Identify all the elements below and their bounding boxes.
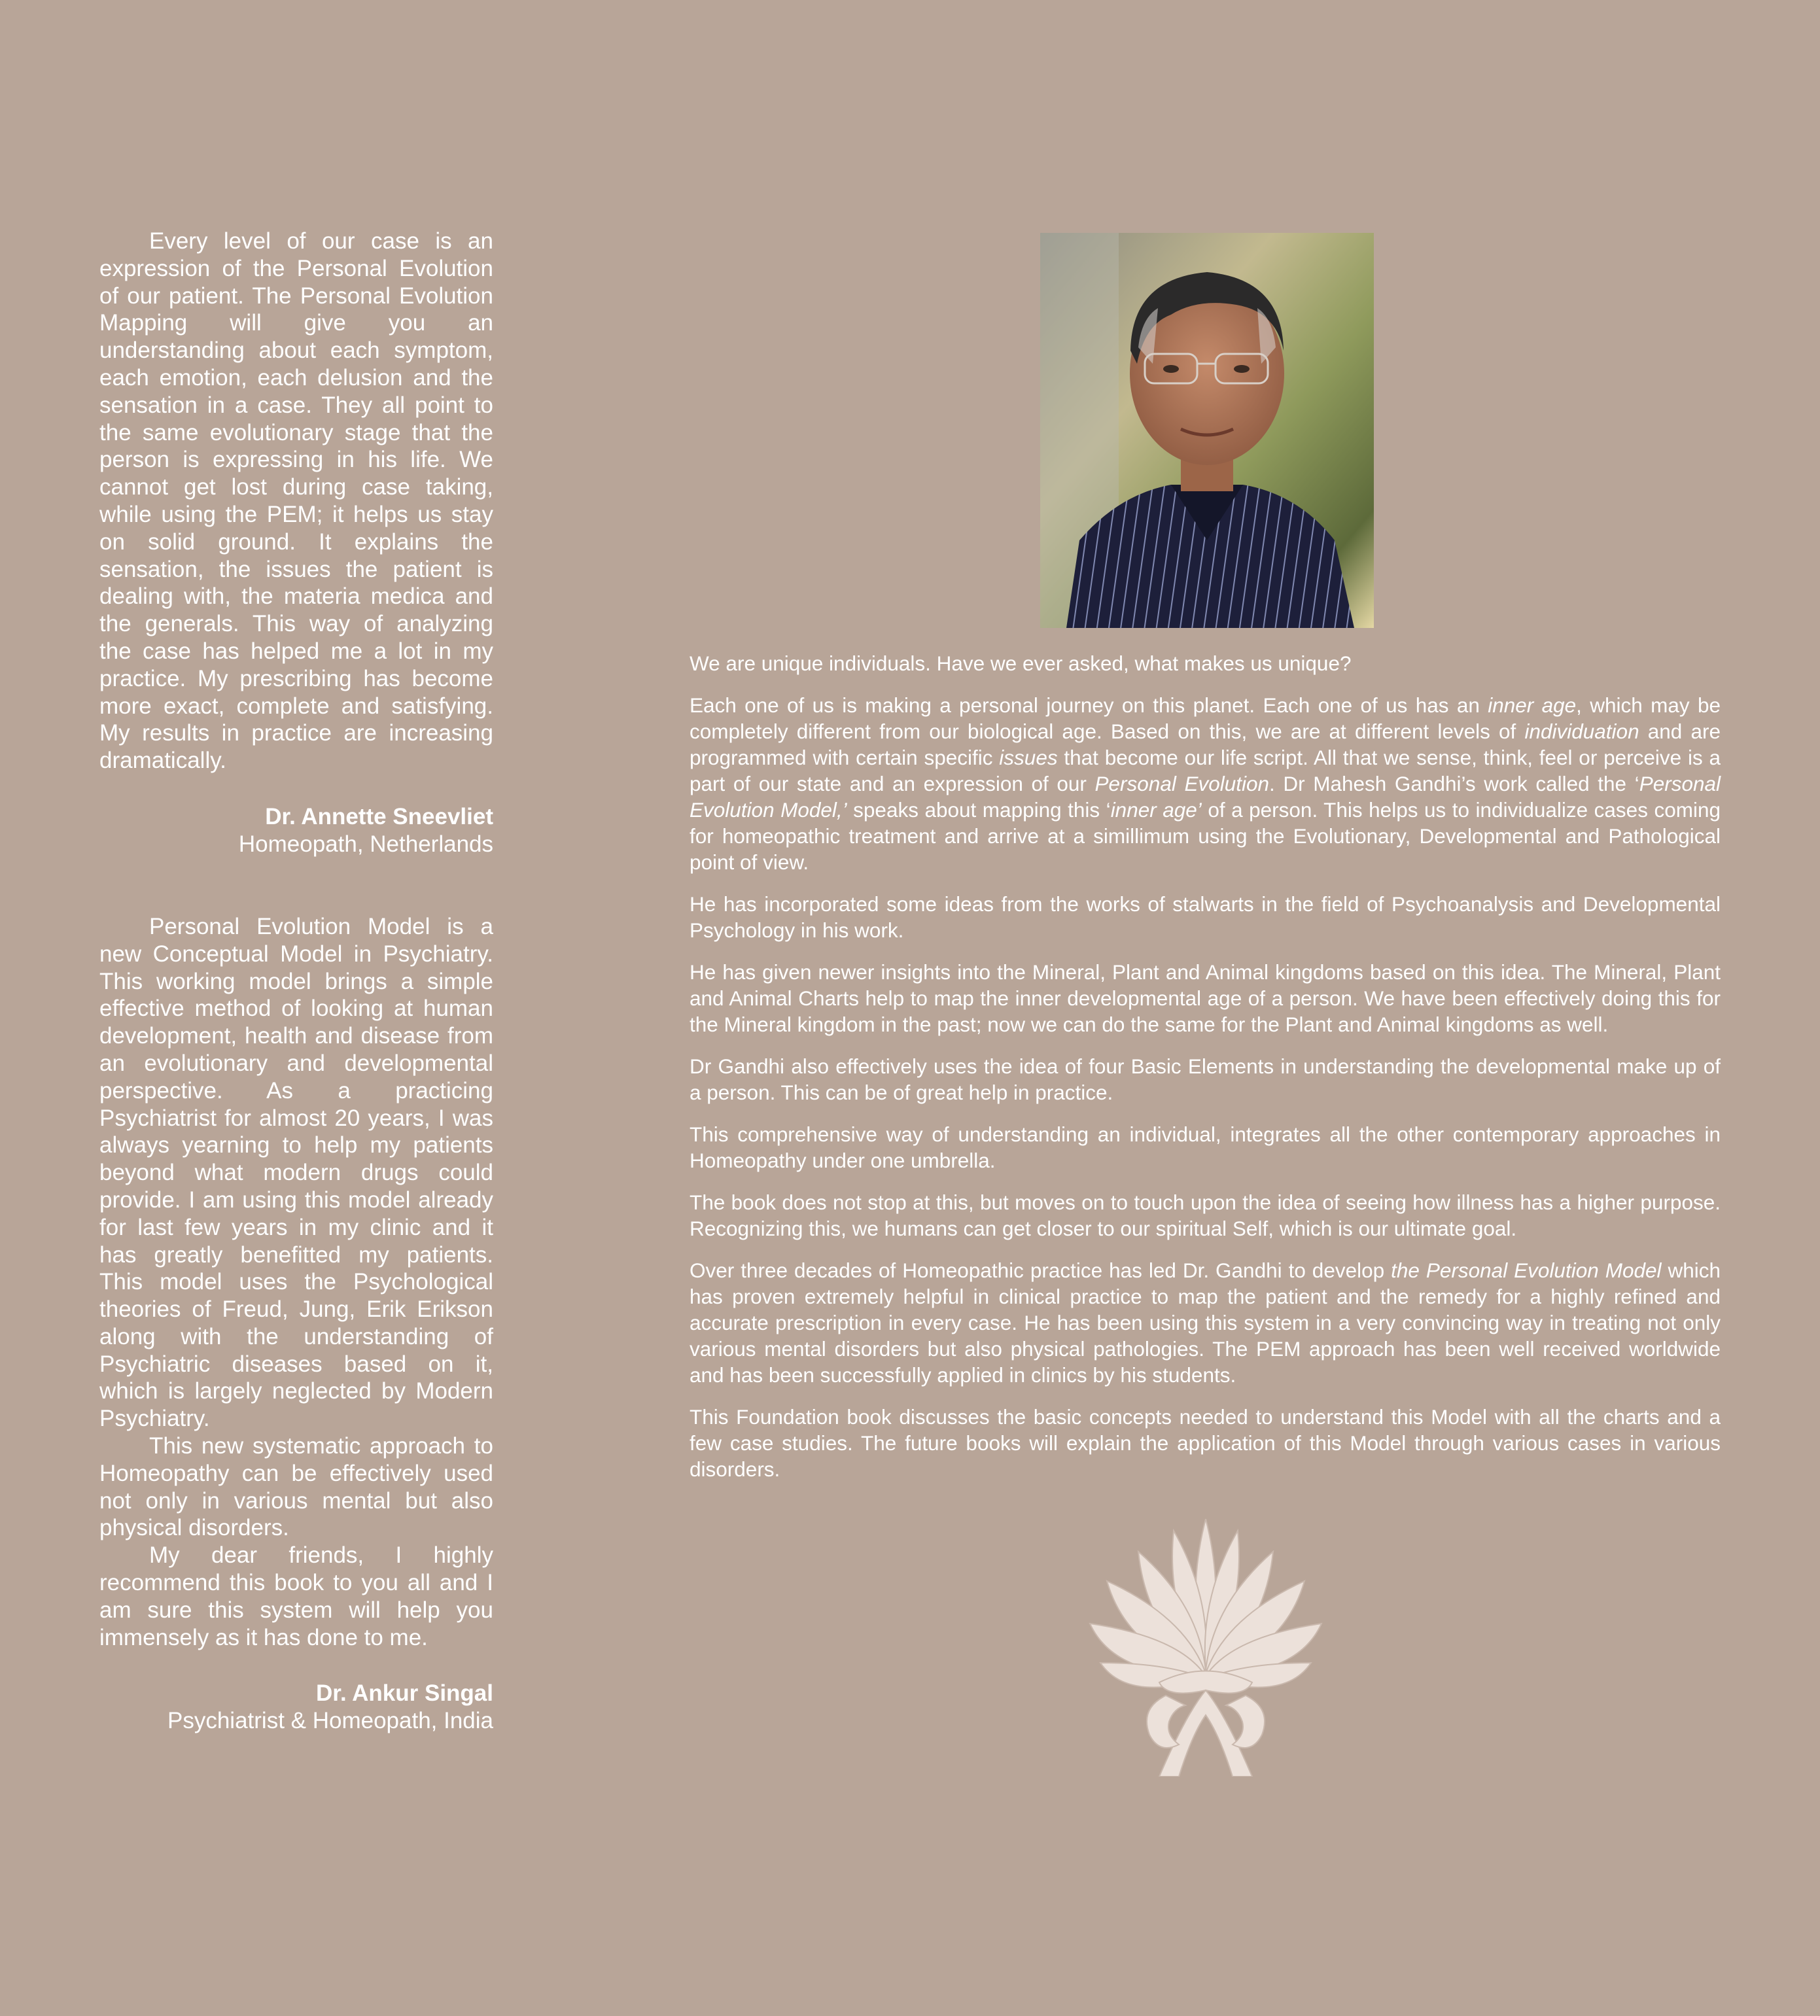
body-paragraph-4: Dr Gandhi also effectively uses the idea of four Basic Elements in understanding the developmental make up of a person. This can be of great help in practice. — [690, 1054, 1721, 1104]
testimonial-1-signature — [99, 803, 493, 858]
emphasis: issues — [999, 746, 1058, 769]
author-photo — [1040, 233, 1374, 628]
testimonial-2-paragraph: Personal Evolution Model is a new Conceptual Model in Psychiatry. This working model brings a simple effective method of looking at human development, health and disease from an evolutionary and developmental perspective. As a practicing Psychiatrist for almost 20 years, I was always yearning to help my patients beyond what modern drugs could provide. I am using this model already for last few years in my clinic and it has greatly benefitted my patients. This model uses the Psychological theories of Freud, Jung, Erik Erikson along with the understanding of Psychiatric diseases based on it, which is largely neglected by Modern Psychiatry. — [99, 913, 493, 1432]
body-paragraph-6: The book does not stop at this, but moves on to touch upon the idea of seeing how illness has a higher purpose. Recognizing this, we humans can get closer to our spiritual Self, which is our ultimate goal. — [690, 1190, 1721, 1240]
author-portrait-image — [1040, 233, 1374, 628]
text-run: and are programmed with certain specific — [690, 720, 1721, 769]
testimonial-1-text: Every level of our case is an expression of the Personal Evolution of our patient. The Personal Evolution Mapping will give you an understanding about each symptom, each emotion, each delusion and the sensation in a case. They all point to the same evolutionary stage that the person is expressing in his life. We cannot get lost during case taking, while using the PEM; it helps us stay on solid ground. It explains the sensation, the issues the patient is dealing with, the materia medica and the generals. This way of analyzing the case has helped me a lot in my practice. My prescribing has become more exact, complete and satisfying. My results in practice are increasing dramatically. — [99, 228, 493, 774]
body-paragraph-1 — [690, 692, 1721, 875]
emphasis: individuation — [1524, 720, 1639, 743]
body-paragraph-3: He has given newer insights into the Mineral, Plant and Animal kingdoms based on this idea. The Mineral, Plant and Animal Charts help to map the inner developmental age of a person. We have been effectively doing this for the Mineral kingdom in the past; now we can do the same for the Plant and Animal kingdoms as well. — [690, 960, 1721, 1036]
text-run: Each one of us is making a personal journey on this planet. Each one of us has an — [690, 693, 1488, 717]
body-paragraph-5: This comprehensive way of understanding an individual, integrates all the other contemporary approaches in Homeopathy under one umbrella. — [690, 1122, 1721, 1172]
testimonial-2-name: Dr. Ankur Singal — [316, 1680, 493, 1707]
intro-line: We are unique individuals. Have we ever asked, what makes us unique? — [690, 652, 1352, 675]
testimonial-2-signature — [99, 1680, 493, 1735]
text-run: . Dr Mahesh Gandhi’s work called the ‘ — [1269, 772, 1639, 795]
emphasis: inner age’ — [1110, 798, 1202, 822]
emphasis: Personal Evolution Model,’ — [690, 772, 1721, 822]
text-run: which has proven extremely helpful in clinical practice to map the patient and the remedy for a highly refined and accurate prescription in every case. He has been using this system in a very convincing way in treating not only various mental disorders but also physical pathologies. The PEM approach has been well received worldwide and has been successfully applied in clinics by his students. — [690, 1259, 1721, 1387]
testimonial-2-paragraph: My dear friends, I highly recommend this book to you all and I am sure this system will help you immensely as it has done to me. — [99, 1542, 493, 1650]
left-column — [99, 228, 493, 1735]
emphasis: the Personal Evolution Model — [1391, 1259, 1662, 1282]
emphasis: Personal Evolution — [1094, 772, 1270, 795]
testimonial-2 — [99, 913, 493, 1652]
testimonial-1-name: Dr. Annette Sneevliet — [265, 803, 493, 829]
text-run: that become our life script. All that we sense, think, feel or perceive is a part of our state and an expression of our — [690, 746, 1721, 795]
text-run: Over three decades of Homeopathic practice has led Dr. Gandhi to develop — [690, 1259, 1391, 1282]
palmette-ornament-icon — [1087, 1519, 1324, 1777]
text-run: , which may be completely different from our biological age. Based on this, we are at different levels of — [690, 693, 1721, 743]
text-run: of a person. This helps us to individualize cases coming for homeopathic treatment and arrive at a simillimum using the Evolutionary, Developmental and Pathological point of view. — [690, 798, 1721, 874]
testimonial-2-paragraph: This new systematic approach to Homeopathy can be effectively used not only in various mental but also physical disorders. — [99, 1433, 493, 1541]
right-column — [690, 233, 1721, 1498]
body-paragraph-8: This Foundation book discusses the basic concepts needed to understand this Model with all the charts and a few case studies. The future books will explain the application of this Model through various cases in various disorders. — [690, 1405, 1721, 1481]
testimonial-2-role: Psychiatrist & Homeopath, India — [167, 1708, 493, 1734]
body-paragraph-7 — [690, 1257, 1721, 1388]
text-run: speaks about mapping this ‘ — [847, 798, 1111, 822]
emphasis: inner age — [1488, 693, 1577, 717]
testimonial-1-role: Homeopath, Netherlands — [238, 831, 493, 857]
body-paragraph-2: He has incorporated some ideas from the works of stalwarts in the field of Psychoanalysis and Developmental Psychology in his work. — [690, 892, 1721, 942]
